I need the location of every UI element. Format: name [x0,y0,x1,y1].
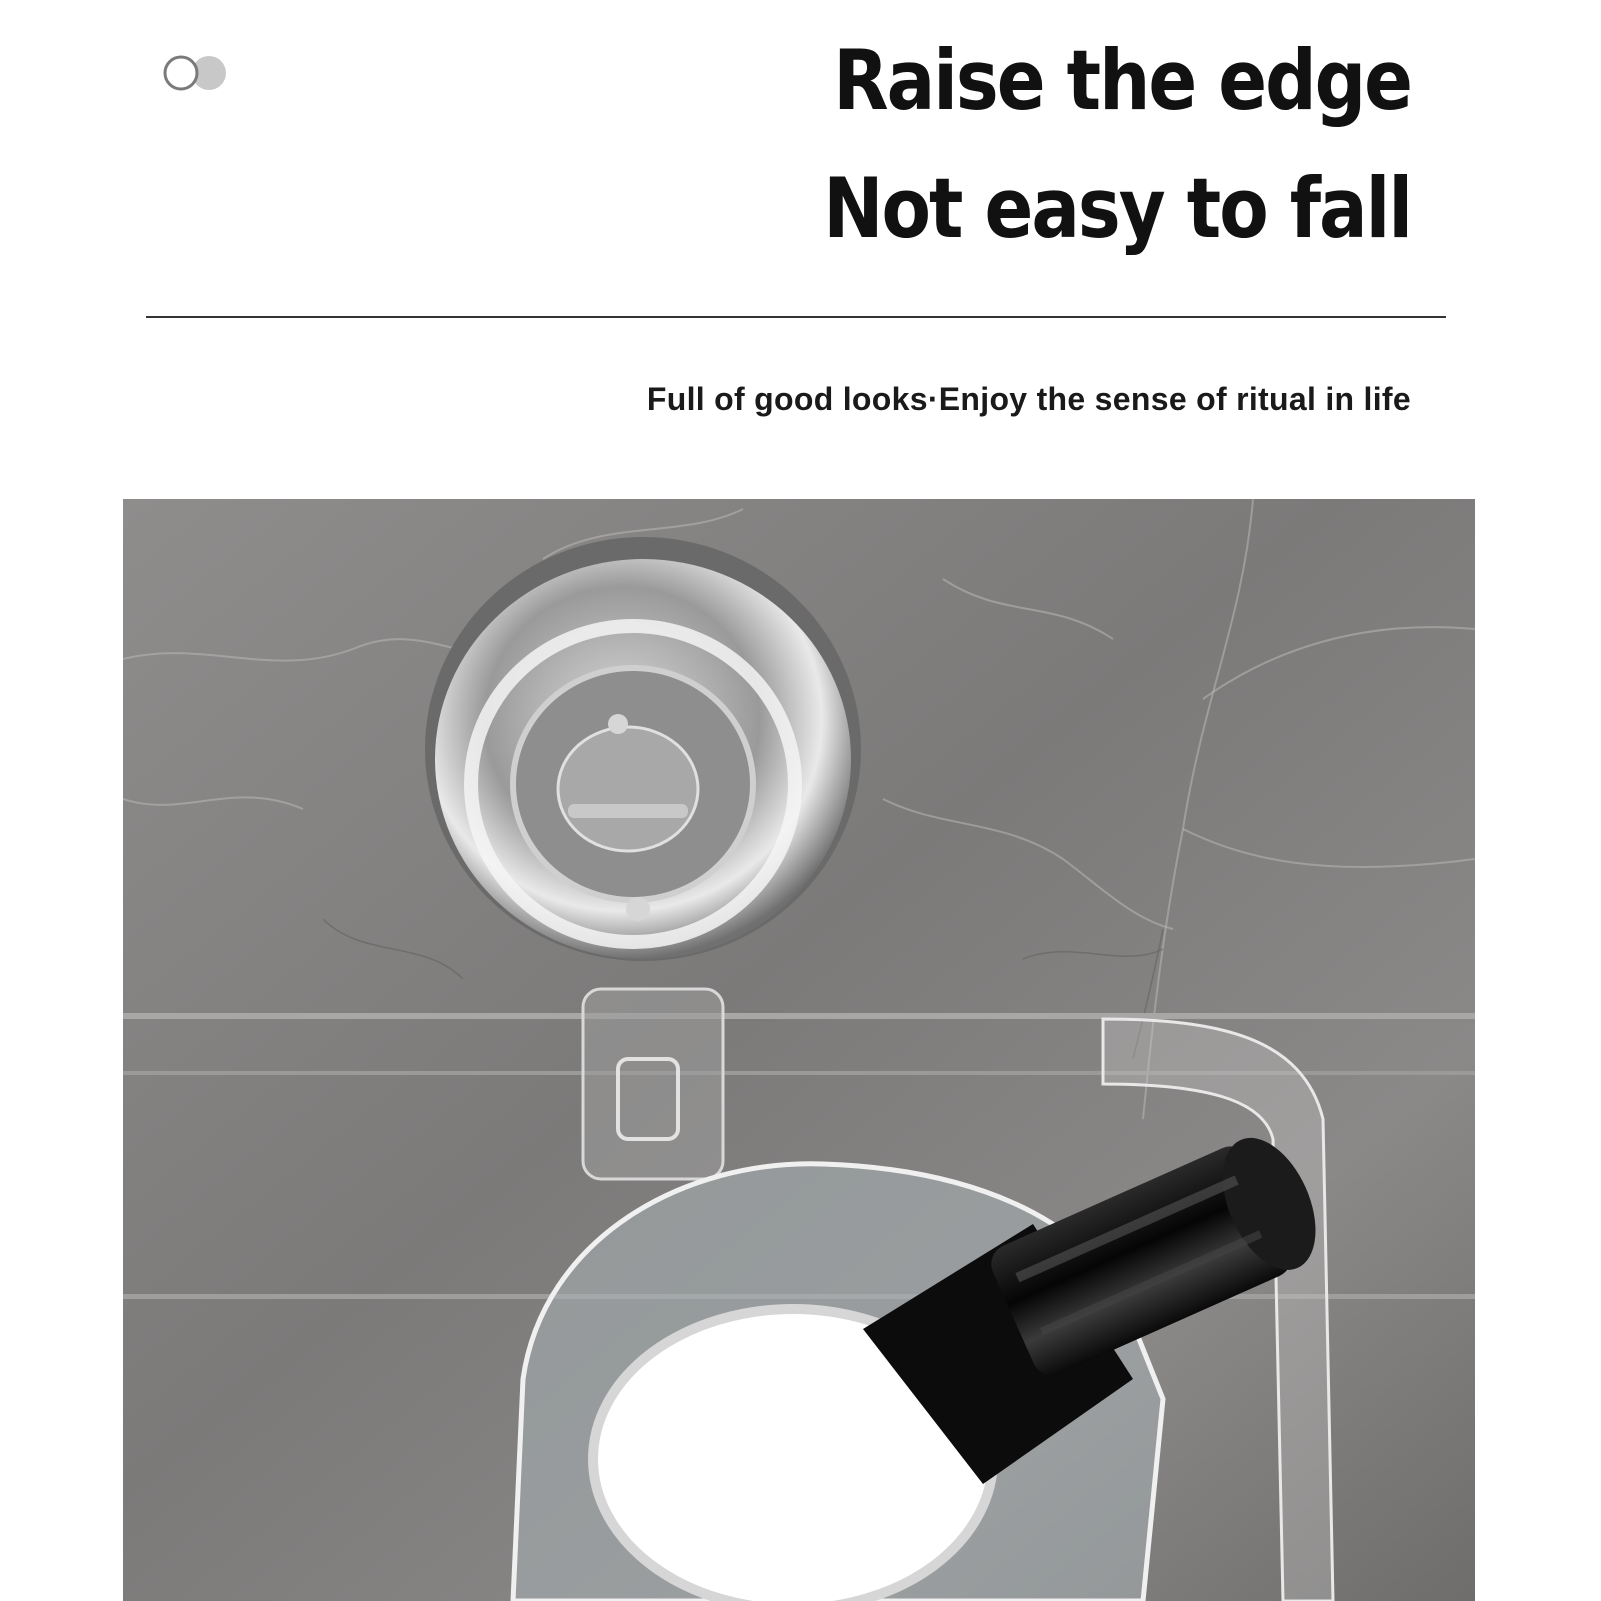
headline-not-easy-fall: Not easy to fall [823,159,1411,257]
divider [146,316,1446,318]
toggle-circles-icon [159,53,231,93]
headline-raise-edge: Raise the edge [833,31,1411,129]
tagline: Full of good looks·Enjoy the sense of ritual in life [646,381,1411,417]
product-photo [123,499,1475,1601]
